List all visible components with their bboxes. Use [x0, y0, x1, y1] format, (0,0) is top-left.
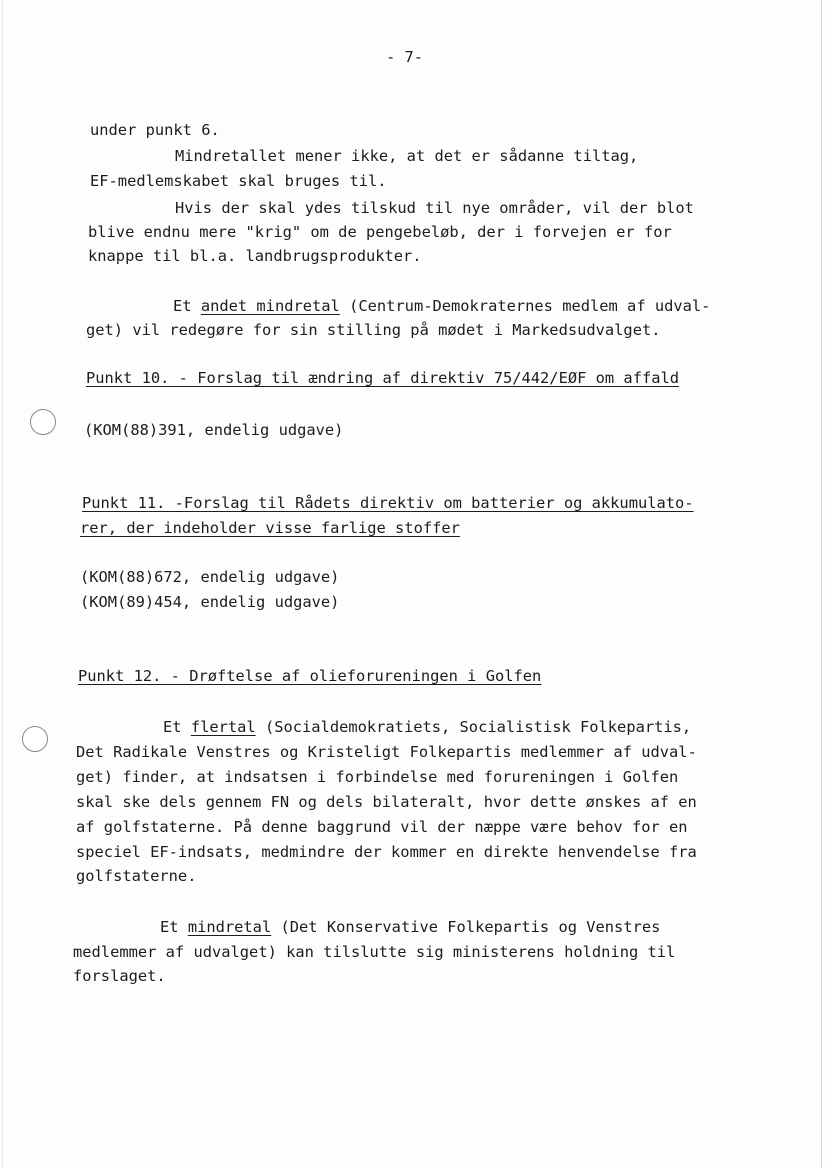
- punkt10-heading: Punkt 10. - Forslag til ændring af direktiv 75/442/EØF om affald: [86, 369, 680, 387]
- para3-line5: af golfstaterne. På denne baggrund vil der næppe være behov for en: [76, 818, 688, 836]
- para4-line2: medlemmer af udvalget) kan tilslutte sig ministerens holdning til: [73, 943, 676, 961]
- para3-line3: get) finder, at indsatsen i forbindelse med forureningen i Golfen: [76, 768, 679, 786]
- para4-line3: forslaget.: [73, 967, 166, 985]
- para4-line1: [160, 915, 660, 939]
- punkt11-heading-line1: Punkt 11. -Forslag til Rådets direktiv om batterier og akkumulato-: [82, 494, 694, 512]
- punkt11-ref2: (KOM(89)454, endelig udgave): [80, 593, 340, 611]
- para3-underlined-term: flertal: [190, 718, 256, 736]
- para4-prefix: Et: [160, 918, 188, 936]
- para2-underlined-term: andet mindretal: [200, 297, 340, 315]
- punkt12-heading: Punkt 12. - Drøftelse af olieforureningen i Golfen: [78, 667, 542, 685]
- para4-underlined-term: mindretal: [187, 918, 272, 936]
- punch-hole-upper: [30, 409, 56, 435]
- para2-line1: [173, 294, 710, 318]
- para1-line2: Mindretallet mener ikke, at det er sådanne tiltag,: [175, 147, 639, 165]
- page-edge-left: [2, 0, 3, 1168]
- punkt10-ref1: (KOM(88)391, endelig udgave): [84, 421, 344, 439]
- page-edge-right: [821, 0, 822, 1168]
- para1-line5: blive endnu mere "krig" om de pengebeløb, der i forvejen er for: [88, 223, 672, 241]
- para3-prefix: Et: [163, 718, 191, 736]
- para2-line2: get) vil redegøre for sin stilling på mødet i Markedsudvalget.: [86, 321, 661, 339]
- page-number: - 7-: [386, 48, 424, 66]
- para1-line3: EF-medlemskabet skal bruges til.: [90, 172, 387, 190]
- punkt11-ref1: (KOM(88)672, endelig udgave): [80, 568, 340, 586]
- para1-line4: Hvis der skal ydes tilskud til nye områder, vil der blot: [175, 199, 694, 217]
- para3-line4: skal ske dels gennem FN og dels bilateralt, hvor dette ønskes af en: [76, 793, 697, 811]
- para1-line6: knappe til bl.a. landbrugsprodukter.: [88, 247, 422, 265]
- para3-line6: speciel EF-indsats, medmindre der kommer en direkte henvendelse fra: [76, 843, 697, 861]
- para3-line1-rest: (Socialdemokratiets, Socialistisk Folkepartis,: [255, 718, 692, 736]
- para3-line1: [163, 715, 691, 739]
- para3-line2: Det Radikale Venstres og Kristeligt Folkepartis medlemmer af udval-: [76, 743, 697, 761]
- para2-line1-rest: (Centrum-Demokraternes medlem af udval-: [339, 297, 711, 315]
- punch-hole-lower: [22, 726, 48, 752]
- punkt11-heading-line2: rer, der indeholder visse farlige stoffer: [80, 519, 460, 537]
- para3-line7: golfstaterne.: [76, 867, 197, 885]
- para1-line1: under punkt 6.: [90, 121, 220, 139]
- para2-prefix: Et: [173, 297, 201, 315]
- para4-line1-rest: (Det Konservative Folkepartis og Venstres: [271, 918, 661, 936]
